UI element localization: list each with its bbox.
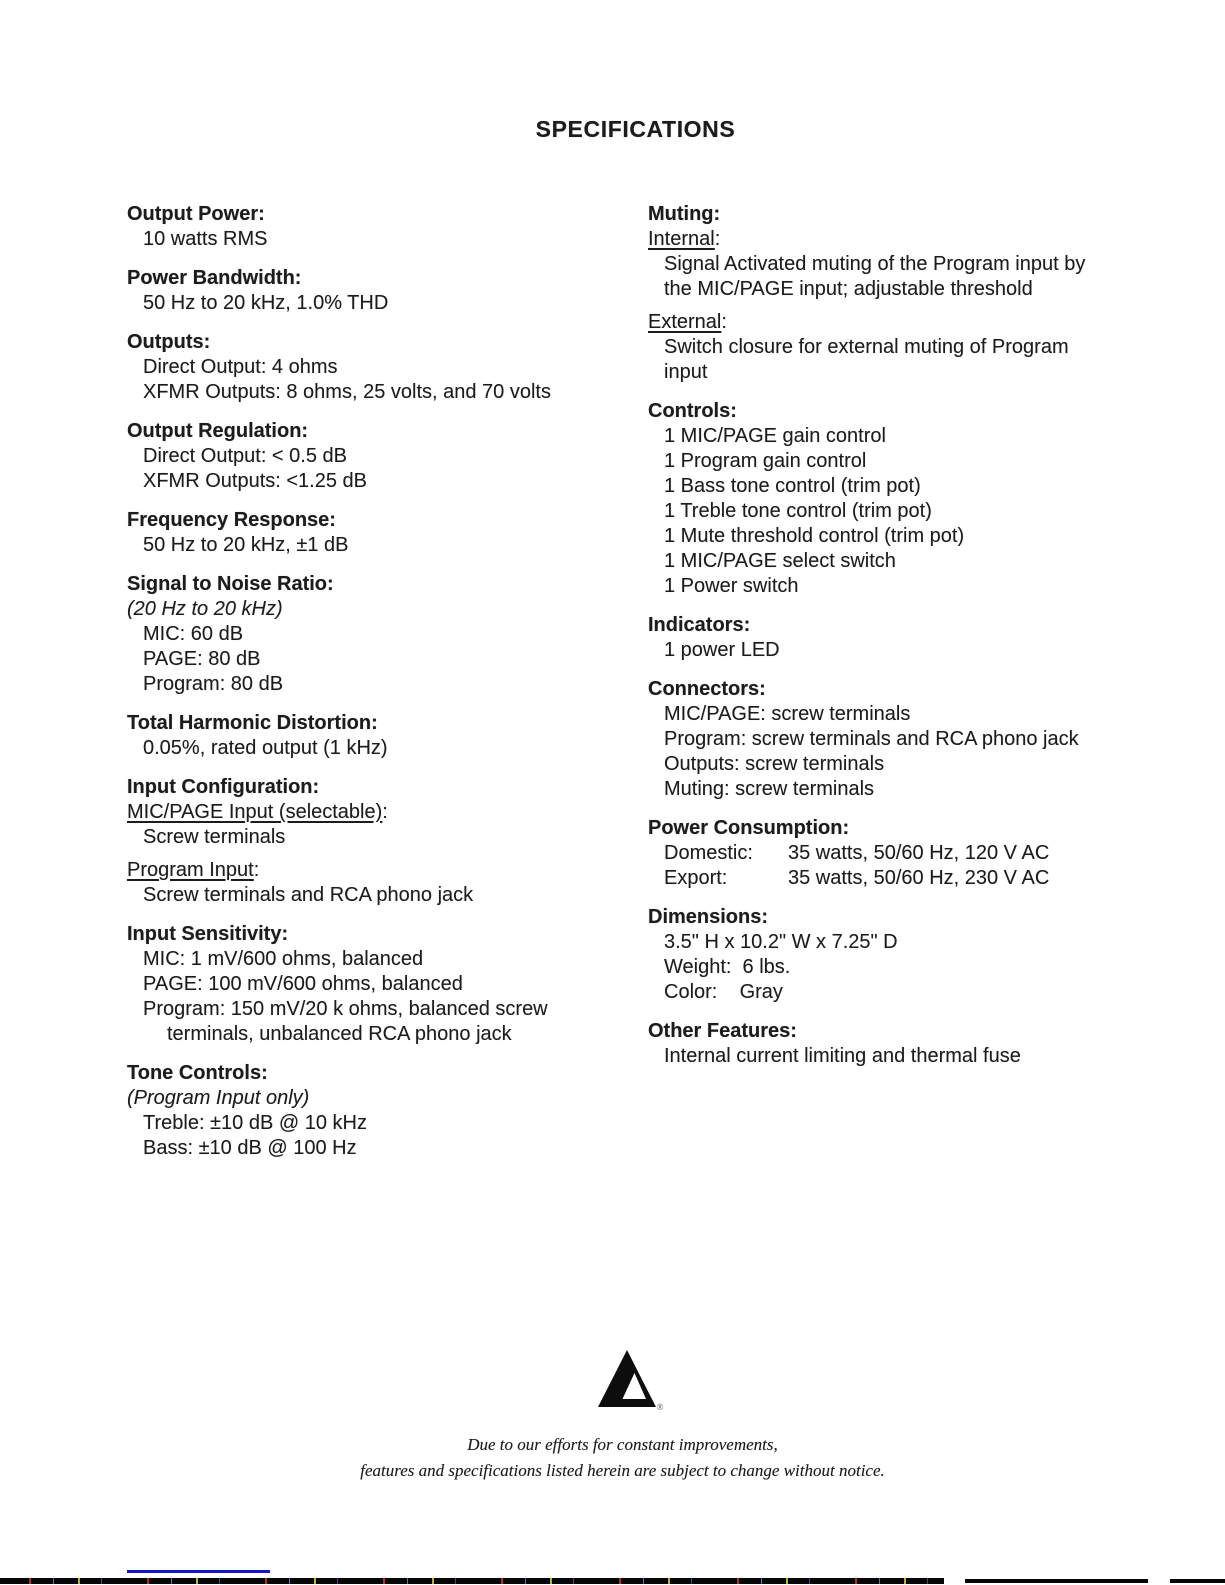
spec-line: 1 Bass tone control (trim pot) xyxy=(664,475,921,497)
spec-section xyxy=(648,202,1148,385)
spec-line: Color: Gray xyxy=(664,981,783,1003)
spec-section xyxy=(648,1019,1148,1069)
spec-line-tabbed xyxy=(648,866,1148,891)
spec-line: 50 Hz to 20 kHz, ±1 dB xyxy=(143,534,349,556)
spec-section xyxy=(127,419,602,494)
subheading-colon: : xyxy=(721,311,727,333)
spec-section xyxy=(127,711,602,761)
footer-notice-line2: features and specifications listed herein are subject to change without notice. xyxy=(360,1461,885,1480)
spec-line: Screw terminals and RCA phono jack xyxy=(143,884,474,906)
spec-subheading xyxy=(127,858,602,883)
section-heading: Other Features: xyxy=(648,1020,797,1042)
spec-line: 1 Program gain control xyxy=(664,450,867,472)
spec-section xyxy=(127,1061,602,1161)
spec-subheading xyxy=(648,227,1148,252)
right-column xyxy=(648,202,1148,1083)
spec-line: 3.5" H x 10.2" W x 7.25" D xyxy=(664,931,898,953)
spec-line: Program: 80 dB xyxy=(143,673,284,695)
delta-triangle-logo xyxy=(597,1349,664,1412)
spec-line: Muting: screw terminals xyxy=(664,778,875,800)
section-heading: Frequency Response: xyxy=(127,509,336,531)
spec-section xyxy=(648,677,1148,802)
page-title: SPECIFICATIONS xyxy=(535,116,736,142)
section-heading: Connectors: xyxy=(648,678,766,700)
scan-artifact-bottom-band xyxy=(0,1578,944,1584)
section-heading: Muting: xyxy=(648,203,721,225)
section-heading: Signal to Noise Ratio: xyxy=(127,573,334,595)
section-heading: Power Bandwidth: xyxy=(127,267,302,289)
spec-line: MIC: 1 mV/600 ohms, balanced xyxy=(143,948,424,970)
spec-line: 1 Power switch xyxy=(664,575,799,597)
spec-line: PAGE: 100 mV/600 ohms, balanced xyxy=(143,973,463,995)
spec-line: Switch closure for external muting of Program xyxy=(664,336,1069,358)
spec-line: 1 Treble tone control (trim pot) xyxy=(664,500,932,522)
underlined-label: External xyxy=(648,311,722,333)
spec-line: MIC/PAGE: screw terminals xyxy=(664,703,911,725)
subheading-colon: : xyxy=(382,801,388,823)
spec-section xyxy=(127,202,602,252)
spec-line-value: 35 watts, 50/60 Hz, 230 V AC xyxy=(788,867,1050,889)
triangle-logo-icon xyxy=(597,1349,657,1408)
spec-line: Weight: 6 lbs. xyxy=(664,956,791,978)
spec-section xyxy=(648,613,1148,663)
spec-line: Screw terminals xyxy=(143,826,286,848)
spec-line: Direct Output: < 0.5 dB xyxy=(143,445,347,467)
spec-line: 1 Mute threshold control (trim pot) xyxy=(664,525,965,547)
scan-artifact-blue-line xyxy=(127,1570,270,1573)
left-column xyxy=(127,202,602,1175)
footer xyxy=(0,1349,1225,1484)
spec-line: Signal Activated muting of the Program input by xyxy=(664,253,1086,275)
spec-line: PAGE: 80 dB xyxy=(143,648,261,670)
spec-line-label: Export: xyxy=(664,867,728,889)
spec-section xyxy=(127,508,602,558)
subheading-colon: : xyxy=(253,859,260,881)
underlined-label: MIC/PAGE Input (selectable) xyxy=(127,801,383,823)
spec-section xyxy=(127,572,602,697)
section-heading: Input Sensitivity: xyxy=(127,923,289,945)
spec-line: Program: screw terminals and RCA phono jack xyxy=(664,728,1079,750)
section-heading: Indicators: xyxy=(648,614,751,636)
registered-trademark-symbol: ® xyxy=(656,1402,664,1412)
section-heading: Power Consumption: xyxy=(648,817,850,839)
spec-line: XFMR Outputs: <1.25 dB xyxy=(143,470,367,492)
spec-line: Direct Output: 4 ohms xyxy=(143,356,338,378)
spec-line-label: Domestic: xyxy=(664,842,753,864)
spec-line: (20 Hz to 20 kHz) xyxy=(127,598,283,620)
spec-section xyxy=(648,399,1148,599)
spec-line-value: 35 watts, 50/60 Hz, 120 V AC xyxy=(788,842,1050,864)
section-heading: Tone Controls: xyxy=(127,1062,268,1084)
section-heading: Dimensions: xyxy=(648,906,769,928)
spec-line: 0.05%, rated output (1 kHz) xyxy=(143,737,388,759)
section-heading: Input Configuration: xyxy=(127,776,320,798)
section-heading: Controls: xyxy=(648,400,737,422)
section-heading: Total Harmonic Distortion: xyxy=(127,712,378,734)
spec-line: Bass: ±10 dB @ 100 Hz xyxy=(143,1137,357,1159)
section-heading: Output Regulation: xyxy=(127,420,309,442)
spec-line: 1 MIC/PAGE select switch xyxy=(664,550,896,572)
underlined-label: Program Input xyxy=(127,859,254,881)
scan-artifact-bottom-band xyxy=(1170,1579,1225,1583)
spec-line: input xyxy=(664,361,708,383)
spec-line: terminals, unbalanced RCA phono jack xyxy=(167,1023,512,1045)
spec-section xyxy=(127,330,602,405)
spec-line: (Program Input only) xyxy=(127,1087,310,1109)
spec-line: 1 MIC/PAGE gain control xyxy=(664,425,886,447)
spec-subheading xyxy=(127,800,602,825)
subheading-colon: : xyxy=(714,228,721,250)
footer-notice-line1: Due to our efforts for constant improvements, xyxy=(467,1435,778,1454)
spec-line-tabbed xyxy=(648,841,1148,866)
spec-section xyxy=(127,922,602,1047)
spec-section xyxy=(648,905,1148,1005)
spec-section xyxy=(127,266,602,316)
spec-line: XFMR Outputs: 8 ohms, 25 volts, and 70 volts xyxy=(143,381,551,403)
section-heading: Output Power: xyxy=(127,203,265,225)
spec-section xyxy=(648,816,1148,891)
spec-line: 10 watts RMS xyxy=(143,228,268,250)
section-heading: Outputs: xyxy=(127,331,211,353)
scan-artifact-bottom-band xyxy=(965,1579,1148,1583)
spec-section xyxy=(127,775,602,908)
underlined-label: Internal xyxy=(648,228,715,250)
spec-line: MIC: 60 dB xyxy=(143,623,244,645)
spec-subheading xyxy=(648,310,1148,335)
spec-line: Internal current limiting and thermal fuse xyxy=(664,1045,1021,1067)
spec-line: Treble: ±10 dB @ 10 kHz xyxy=(143,1112,367,1134)
spec-line: Program: 150 mV/20 k ohms, balanced screw xyxy=(143,998,548,1020)
spec-line: Outputs: screw terminals xyxy=(664,753,885,775)
spec-line: the MIC/PAGE input; adjustable threshold xyxy=(664,278,1033,300)
spec-line: 1 power LED xyxy=(664,639,780,661)
spec-line: 50 Hz to 20 kHz, 1.0% THD xyxy=(143,292,389,314)
